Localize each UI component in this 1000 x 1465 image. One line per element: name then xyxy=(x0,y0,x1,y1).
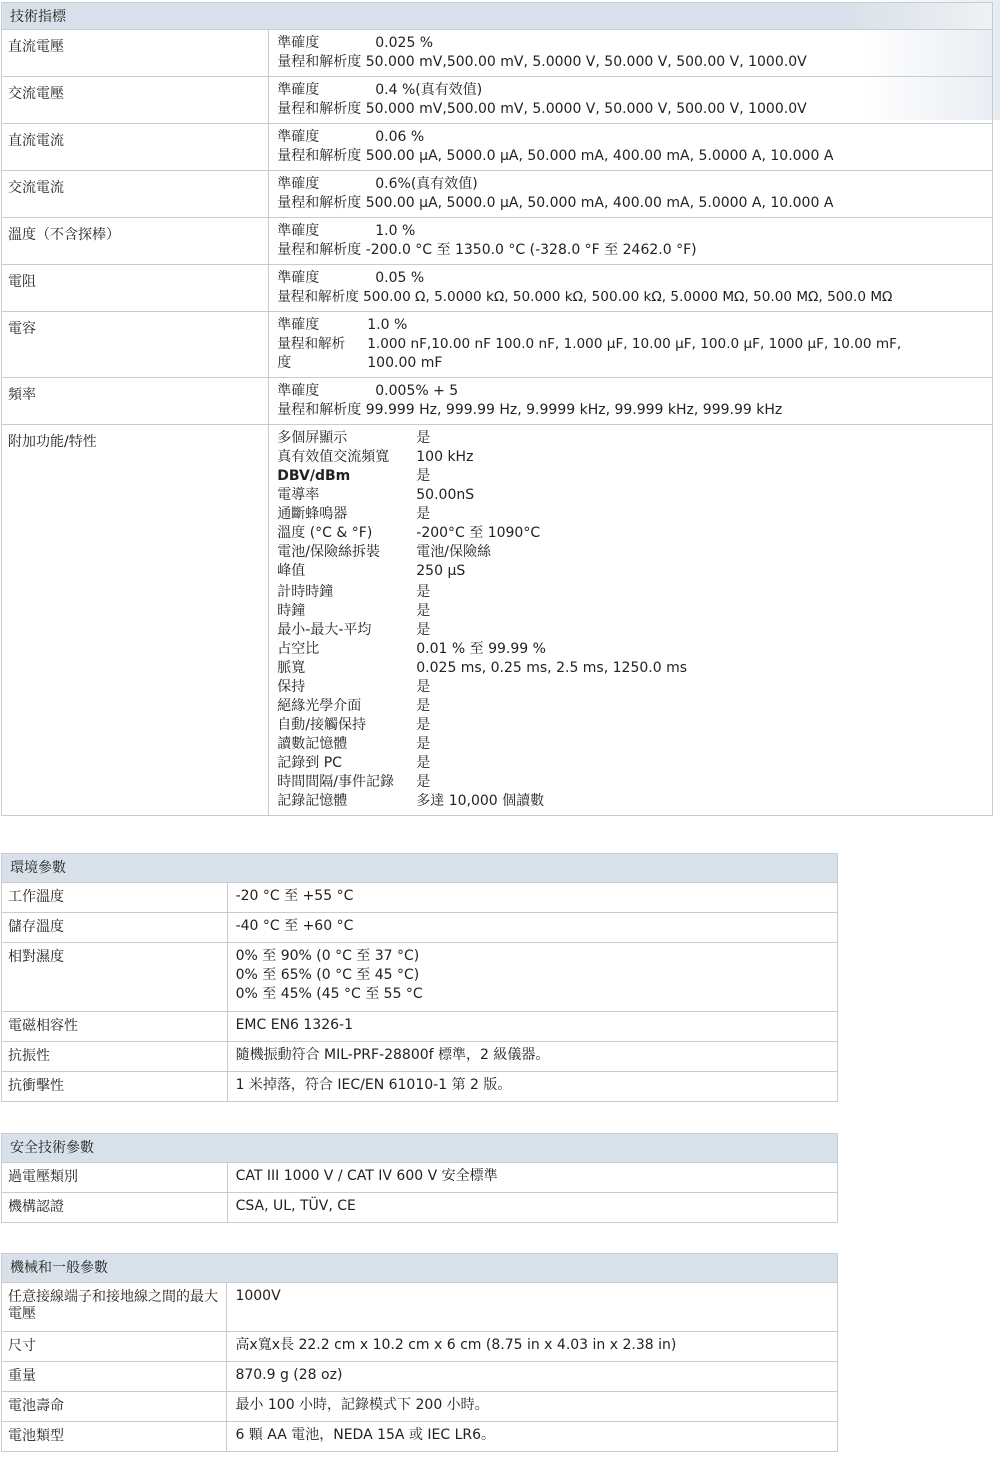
row-label: 重量 xyxy=(2,1362,227,1392)
feature-item xyxy=(277,486,986,505)
feature-key: DBV/dBm xyxy=(277,468,351,484)
feature-value: -200°C 至 1090°C xyxy=(416,525,541,541)
row-label: 抗振性 xyxy=(2,1042,228,1072)
accuracy-key: 準確度 xyxy=(277,270,320,286)
feature-value: 是 xyxy=(416,430,431,446)
feature-item xyxy=(277,583,986,602)
feature-item xyxy=(277,543,986,562)
row-label: 抗衝擊性 xyxy=(2,1072,228,1102)
feature-value: 是 xyxy=(416,717,431,733)
feature-value: 250 µS xyxy=(416,563,466,579)
accuracy-value: 0.005% + 5 xyxy=(375,383,459,399)
row-label: 尺寸 xyxy=(2,1332,227,1362)
tech-row-aca xyxy=(2,171,993,218)
feature-value: 多達 10,000 個讀數 xyxy=(416,793,545,809)
feature-value: 100 kHz xyxy=(416,449,474,465)
range-key: 量程和解析 xyxy=(277,336,346,352)
feature-key: 多個屏顯示 xyxy=(277,430,348,446)
env-row xyxy=(2,1072,838,1102)
feature-value: 0.01 % 至 99.99 % xyxy=(416,641,546,657)
feature-value: 是 xyxy=(416,736,431,752)
feature-value: 是 xyxy=(416,603,431,619)
row-value: 0% 至 90% (0 °C 至 37 °C) xyxy=(235,948,420,964)
feature-value: 是 xyxy=(416,622,431,638)
tech-row-frequency xyxy=(2,378,993,425)
feature-item xyxy=(277,678,986,697)
row-label: 直流電流 xyxy=(2,124,269,171)
feature-key: 電池/保險絲拆裝 xyxy=(277,544,380,560)
range-value: -200.0 °C 至 1350.0 °C (-328.0 °F 至 2462.0 °F) xyxy=(365,242,697,258)
feature-key: 占空比 xyxy=(277,641,320,657)
accuracy-value: 0.6%(真有效值) xyxy=(375,176,478,192)
row-label: 電阻 xyxy=(2,265,269,312)
row-label: 頻率 xyxy=(2,378,269,425)
accuracy-value: 0.06 % xyxy=(375,129,425,145)
tech-row-capacitance xyxy=(2,312,993,378)
feature-key: 時間間隔/事件記錄 xyxy=(277,774,394,790)
feature-item xyxy=(277,640,986,659)
row-value: -20 °C 至 +55 °C xyxy=(235,888,354,904)
safety-section-title: 安全技術參數 xyxy=(2,1134,838,1163)
env-row xyxy=(2,1012,838,1042)
row-label: 交流電壓 xyxy=(2,77,269,124)
feature-item xyxy=(277,735,986,754)
range-value: 50.000 mV,500.00 mV, 5.0000 V, 50.000 V, 500.00 V, 1000.0V xyxy=(365,54,807,70)
feature-key: 通斷蜂鳴器 xyxy=(277,506,348,522)
range-value: 500.00 Ω, 5.0000 kΩ, 50.000 kΩ, 500.00 kΩ, 5.0000 MΩ, 50.00 MΩ, 500.0 MΩ xyxy=(363,289,893,305)
feature-item xyxy=(277,716,986,735)
feature-item xyxy=(277,448,986,467)
range-key: 量程和解析度 xyxy=(277,148,362,164)
accuracy-value: 0.4 %(真有效值) xyxy=(375,82,483,98)
range-value: 500.00 µA, 5000.0 µA, 50.000 mA, 400.00 mA, 5.0000 A, 10.000 A xyxy=(365,148,834,164)
row-value: 0% 至 45% (45 °C 至 55 °C xyxy=(235,986,423,1002)
feature-item xyxy=(277,659,986,678)
row-value: 870.9 g (28 oz) xyxy=(235,1367,343,1383)
accuracy-value: 1.0 % xyxy=(367,317,408,333)
range-key: 量程和解析度 xyxy=(277,101,362,117)
row-value: CAT III 1000 V / CAT IV 600 V 安全標準 xyxy=(235,1168,498,1184)
range-key: 量程和解析度 xyxy=(277,402,362,418)
env-row xyxy=(2,883,838,913)
feature-value: 是 xyxy=(416,698,431,714)
range-key: 量程和解析度 xyxy=(277,54,362,70)
range-key: 量程和解析度 xyxy=(277,195,362,211)
feature-item xyxy=(277,621,986,640)
accuracy-value: 0.05 % xyxy=(375,270,425,286)
feature-key: 絕緣光學介面 xyxy=(277,698,362,714)
feature-item xyxy=(277,562,986,581)
row-label: 相對濕度 xyxy=(2,943,228,1012)
row-label: 電池類型 xyxy=(2,1422,227,1452)
env-row xyxy=(2,1042,838,1072)
row-label: 溫度（不含探棒） xyxy=(2,218,269,265)
mech-table xyxy=(1,1253,838,1452)
env-section-title: 環境參數 xyxy=(2,854,838,883)
range-value: 1.000 nF,10.00 nF 100.0 nF, 1.000 µF, 10.00 µF, 100.0 µF, 1000 µF, 10.00 mF, xyxy=(367,336,902,352)
row-value: -40 °C 至 +60 °C xyxy=(235,918,354,934)
row-label: 機構認證 xyxy=(2,1193,228,1223)
accuracy-key: 準確度 xyxy=(277,317,320,333)
range-value: 50.000 mV,500.00 mV, 5.0000 V, 50.000 V, 500.00 V, 1000.0V xyxy=(365,101,807,117)
row-value: 6 顆 AA 電池，NEDA 15A 或 IEC LR6。 xyxy=(235,1427,496,1443)
feature-item xyxy=(277,505,986,524)
row-value: 1 米掉落，符合 IEC/EN 61010-1 第 2 版。 xyxy=(235,1077,512,1093)
feature-value: 是 xyxy=(416,506,431,522)
safety-row xyxy=(2,1193,838,1223)
row-value: 0% 至 65% (0 °C 至 45 °C) xyxy=(235,967,420,983)
tech-row-features xyxy=(2,425,993,816)
row-value: 1000V xyxy=(235,1288,281,1304)
tech-row-resistance xyxy=(2,265,993,312)
tech-row-dca xyxy=(2,124,993,171)
accuracy-key: 準確度 xyxy=(277,223,320,239)
feature-value: 是 xyxy=(416,679,431,695)
safety-row xyxy=(2,1163,838,1193)
feature-value: 是 xyxy=(416,584,431,600)
mech-row xyxy=(2,1422,838,1452)
feature-value: 電池/保險絲 xyxy=(416,544,491,560)
feature-value: 是 xyxy=(416,774,431,790)
tech-spec-table xyxy=(1,2,993,816)
row-label: 工作溫度 xyxy=(2,883,228,913)
feature-key: 計時時鐘 xyxy=(277,584,334,600)
feature-key: 脈寬 xyxy=(277,660,306,676)
mech-row xyxy=(2,1362,838,1392)
range-value: 99.999 Hz, 999.99 Hz, 9.9999 kHz, 99.999 kHz, 999.99 kHz xyxy=(365,402,783,418)
feature-value: 是 xyxy=(416,755,431,771)
feature-key: 讀數記憶體 xyxy=(277,736,348,752)
feature-key: 自動/接觸保持 xyxy=(277,717,366,733)
feature-key: 記錄記憶體 xyxy=(277,793,348,809)
env-table xyxy=(1,853,838,1102)
mech-row xyxy=(2,1392,838,1422)
row-value: EMC EN6 1326-1 xyxy=(235,1017,353,1033)
feature-item xyxy=(277,524,986,543)
tech-row-dcv xyxy=(2,30,993,77)
row-label: 電容 xyxy=(2,312,269,378)
row-value: 隨機振動符合 MIL-PRF-28800f 標準，2 級儀器。 xyxy=(235,1047,550,1063)
accuracy-key: 準確度 xyxy=(277,176,320,192)
mech-row xyxy=(2,1283,838,1332)
feature-key: 溫度 (°C & °F) xyxy=(277,525,373,541)
feature-key: 保持 xyxy=(277,679,306,695)
row-value: 高x寬x長 22.2 cm x 10.2 cm x 6 cm (8.75 in x 4.03 in x 2.38 in) xyxy=(235,1337,677,1353)
tech-row-acv xyxy=(2,77,993,124)
row-label: 電池壽命 xyxy=(2,1392,227,1422)
accuracy-value: 1.0 % xyxy=(375,223,416,239)
row-label: 任意接線端子和接地線之間的最大電壓 xyxy=(2,1283,227,1332)
env-row xyxy=(2,943,838,1012)
feature-value: 是 xyxy=(416,468,431,484)
feature-item xyxy=(277,429,986,448)
mech-row xyxy=(2,1332,838,1362)
feature-item xyxy=(277,467,986,486)
row-label: 儲存溫度 xyxy=(2,913,228,943)
accuracy-value: 0.025 % xyxy=(375,35,434,51)
row-label: 交流電流 xyxy=(2,171,269,218)
mech-section-title: 機械和一般參數 xyxy=(2,1254,838,1283)
row-value: CSA, UL, TÜV, CE xyxy=(235,1198,356,1214)
feature-item xyxy=(277,773,986,792)
row-label: 附加功能/特性 xyxy=(2,425,269,816)
feature-key: 記錄到 PC xyxy=(277,755,342,771)
feature-value: 50.00nS xyxy=(416,487,475,503)
feature-item xyxy=(277,697,986,716)
feature-item xyxy=(277,792,986,811)
accuracy-key: 準確度 xyxy=(277,35,320,51)
feature-key: 最小-最大-平均 xyxy=(277,622,372,638)
row-value: 最小 100 小時，記錄模式下 200 小時。 xyxy=(235,1397,489,1413)
row-label: 電磁相容性 xyxy=(2,1012,228,1042)
accuracy-key: 準確度 xyxy=(277,82,320,98)
safety-table xyxy=(1,1133,838,1223)
tech-row-temp xyxy=(2,218,993,265)
features-list xyxy=(269,425,993,816)
row-label: 過電壓類別 xyxy=(2,1163,228,1193)
feature-key: 峰值 xyxy=(277,563,306,579)
env-row xyxy=(2,913,838,943)
feature-value: 0.025 ms, 0.25 ms, 2.5 ms, 1250.0 ms xyxy=(416,660,687,676)
feature-key: 時鐘 xyxy=(277,603,306,619)
range-value-cont: 100.00 mF xyxy=(367,355,443,371)
accuracy-key: 準確度 xyxy=(277,383,320,399)
range-key: 量程和解析度 xyxy=(277,242,362,258)
range-key: 量程和解析度 xyxy=(277,289,359,305)
feature-key: 真有效值交流頻寬 xyxy=(277,449,390,465)
range-value: 500.00 µA, 5000.0 µA, 50.000 mA, 400.00 mA, 5.0000 A, 10.000 A xyxy=(365,195,834,211)
feature-item xyxy=(277,754,986,773)
range-key-cont: 度 xyxy=(277,355,292,371)
feature-item xyxy=(277,602,986,621)
feature-key: 電導率 xyxy=(277,487,320,503)
tech-section-title: 技術指標 xyxy=(2,3,993,30)
row-label: 直流電壓 xyxy=(2,30,269,77)
accuracy-key: 準確度 xyxy=(277,129,320,145)
